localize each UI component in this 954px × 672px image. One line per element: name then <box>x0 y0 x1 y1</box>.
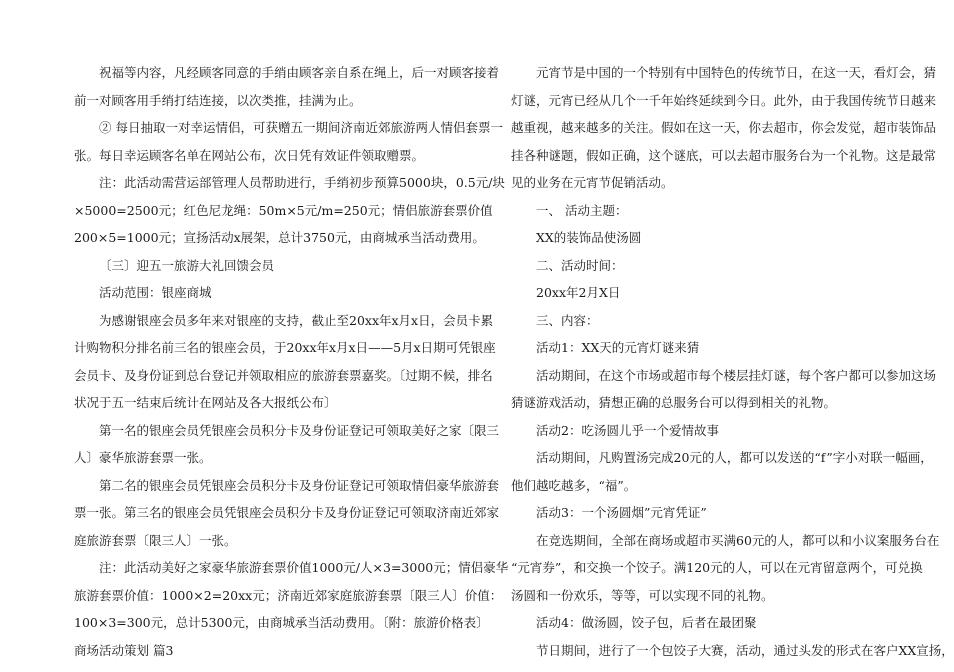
text-line: 见的业务在元宵节促销活动。 <box>511 175 674 190</box>
text-line: 活动2：吃汤圆儿乎一个爱情故事 <box>536 422 719 438</box>
text-line: 祝福等内容，凡经顾客同意的手绡由顾客亲自系在绳上，后一对顾客接着 <box>99 65 500 80</box>
text-line: 前一对顾客用手绡打结连接，以次类推，挂满为止。 <box>74 92 362 108</box>
text-line: 为感谢银座会员多年来对银座的支持，截止至20xx年x月x日，会员卡累 <box>99 312 494 328</box>
text-line: 活动4：做汤圆，饺子包，后者在最团聚 <box>536 615 757 630</box>
text-line: 会员卡、及身份证到总台登记并领取相应的旅游套票嘉奖。〔过期不候，排名 <box>74 367 493 383</box>
text-line: 他们越吃越多，“福”。 <box>511 477 637 493</box>
text-line: 二、活动时间： <box>536 257 624 273</box>
text-line: 活动范围：银座商城 <box>99 285 212 300</box>
text-line: 活动1：XX天的元宵灯谜来猜 <box>536 340 700 355</box>
text-line: 活动期间，在这个市场或超市每个楼层挂灯谜，每个客户都可以参加这场 <box>536 367 937 383</box>
text-line: 活动3：一个汤圆烟”元宵凭证” <box>536 505 707 520</box>
text-line: 第一名的银座会员凭银座会员积分卡及身份证登记可领取美好之家〔限三 <box>99 422 500 438</box>
text-line: 节日期间，进行了一个包饺子大赛，活动，通过头发的形式在客户XX宣扬， <box>536 642 954 658</box>
text-line: 200×5=1000元；宣扬活动x展架，总计3750元，由商城承当活动费用。 <box>74 230 485 245</box>
text-line: 票一张。第三名的银座会员凭银座会员积分卡及身份证登记可领取济南近郊家 <box>74 505 500 520</box>
text-line: 庭旅游套票〔限三人〕一张。 <box>74 532 237 548</box>
text-line: 三、内容： <box>536 312 599 328</box>
right-column <box>511 59 954 664</box>
text-line: 第二名的银座会员凭银座会员积分卡及身份证登记可领取情侣豪华旅游套 <box>99 477 500 493</box>
text-line: 100×3=300元，总计5300元，由商城承当活动费用。〔附：旅游价格表〕 <box>74 615 489 630</box>
text-line: 张。每日幸运顾客名单在网站公布，次日凭有效证件领取赠票。 <box>74 147 425 163</box>
text-line: 越重视，越来越多的关注。假如在这一天，你去超市，你会发觉，超市装饰品 <box>511 120 937 135</box>
text-line: 注：此活动美好之家豪华旅游套票价值1000元/人×3=3000元；情侣豪华 <box>99 560 509 575</box>
text-line: 在竞选期间，全部在商场或超市买满60元的人，都可以和小议案服务台在 <box>536 532 940 548</box>
text-line: 商场活动策划 篇3 <box>74 642 174 658</box>
text-line: ② 每日抽取一对幸运情侣，可获赠五一期间济南近郊旅游两人情侣套票一 <box>99 120 503 135</box>
text-line: 状况于五一结束后统计在网站及各大报纸公布〕 <box>74 395 337 410</box>
text-line: 〔三〕迎五一旅游大礼回馈会员 <box>99 257 275 273</box>
text-line: 20xx年2月X日 <box>536 285 621 300</box>
text-line: 活动期间，凡购置汤完成20元的人，都可以发送的“f”字小对联一幅画， <box>536 450 933 465</box>
text-line: ×5000=2500元；红色尼龙绳：50m×5元/m=250元；情侣旅游套票价值 <box>74 202 493 218</box>
text-line: 人〕豪华旅游套票一张。 <box>74 450 212 465</box>
text-line: 汤圆和一份欢乐，等等，可以实现不同的礼物。 <box>511 587 774 603</box>
text-line: 一、 活动主题： <box>536 202 628 218</box>
text-line: 挂各种谜题，假如正确，这个谜底，可以去超市服务台为一个礼物。这是最常 <box>511 147 937 163</box>
text-line: “元宵券”，和交换一个饺子。满120元的人，可以在元宵留意两个，可兑换 <box>511 560 923 575</box>
text-line: 计购物积分排名前三名的银座会员，于20xx年x月x日——5月x日期可凭银座 <box>74 340 496 355</box>
left-column <box>74 59 509 664</box>
text-line: 注：此活动需营运部管理人员帮助进行，手绡初步预算5000块，0.5元/块 <box>99 175 505 190</box>
text-line: 旅游套票价值：1000×2=20xx元；济南近郊家庭旅游套票〔限三人〕价值： <box>74 587 503 603</box>
text-line: 灯谜，元宵已经从几个一千年始终延续到今日。此外，由于我国传统节日越来 <box>511 92 937 108</box>
text-line: 元宵节是中国的一个特别有中国特色的传统节日，在这一天，看灯会，猜 <box>536 65 937 80</box>
text-line: 猜谜游戏活动，猜想正确的总服务台可以得到相关的礼物。 <box>511 395 837 410</box>
text-line: XX的装饰品使汤圆 <box>536 230 642 245</box>
